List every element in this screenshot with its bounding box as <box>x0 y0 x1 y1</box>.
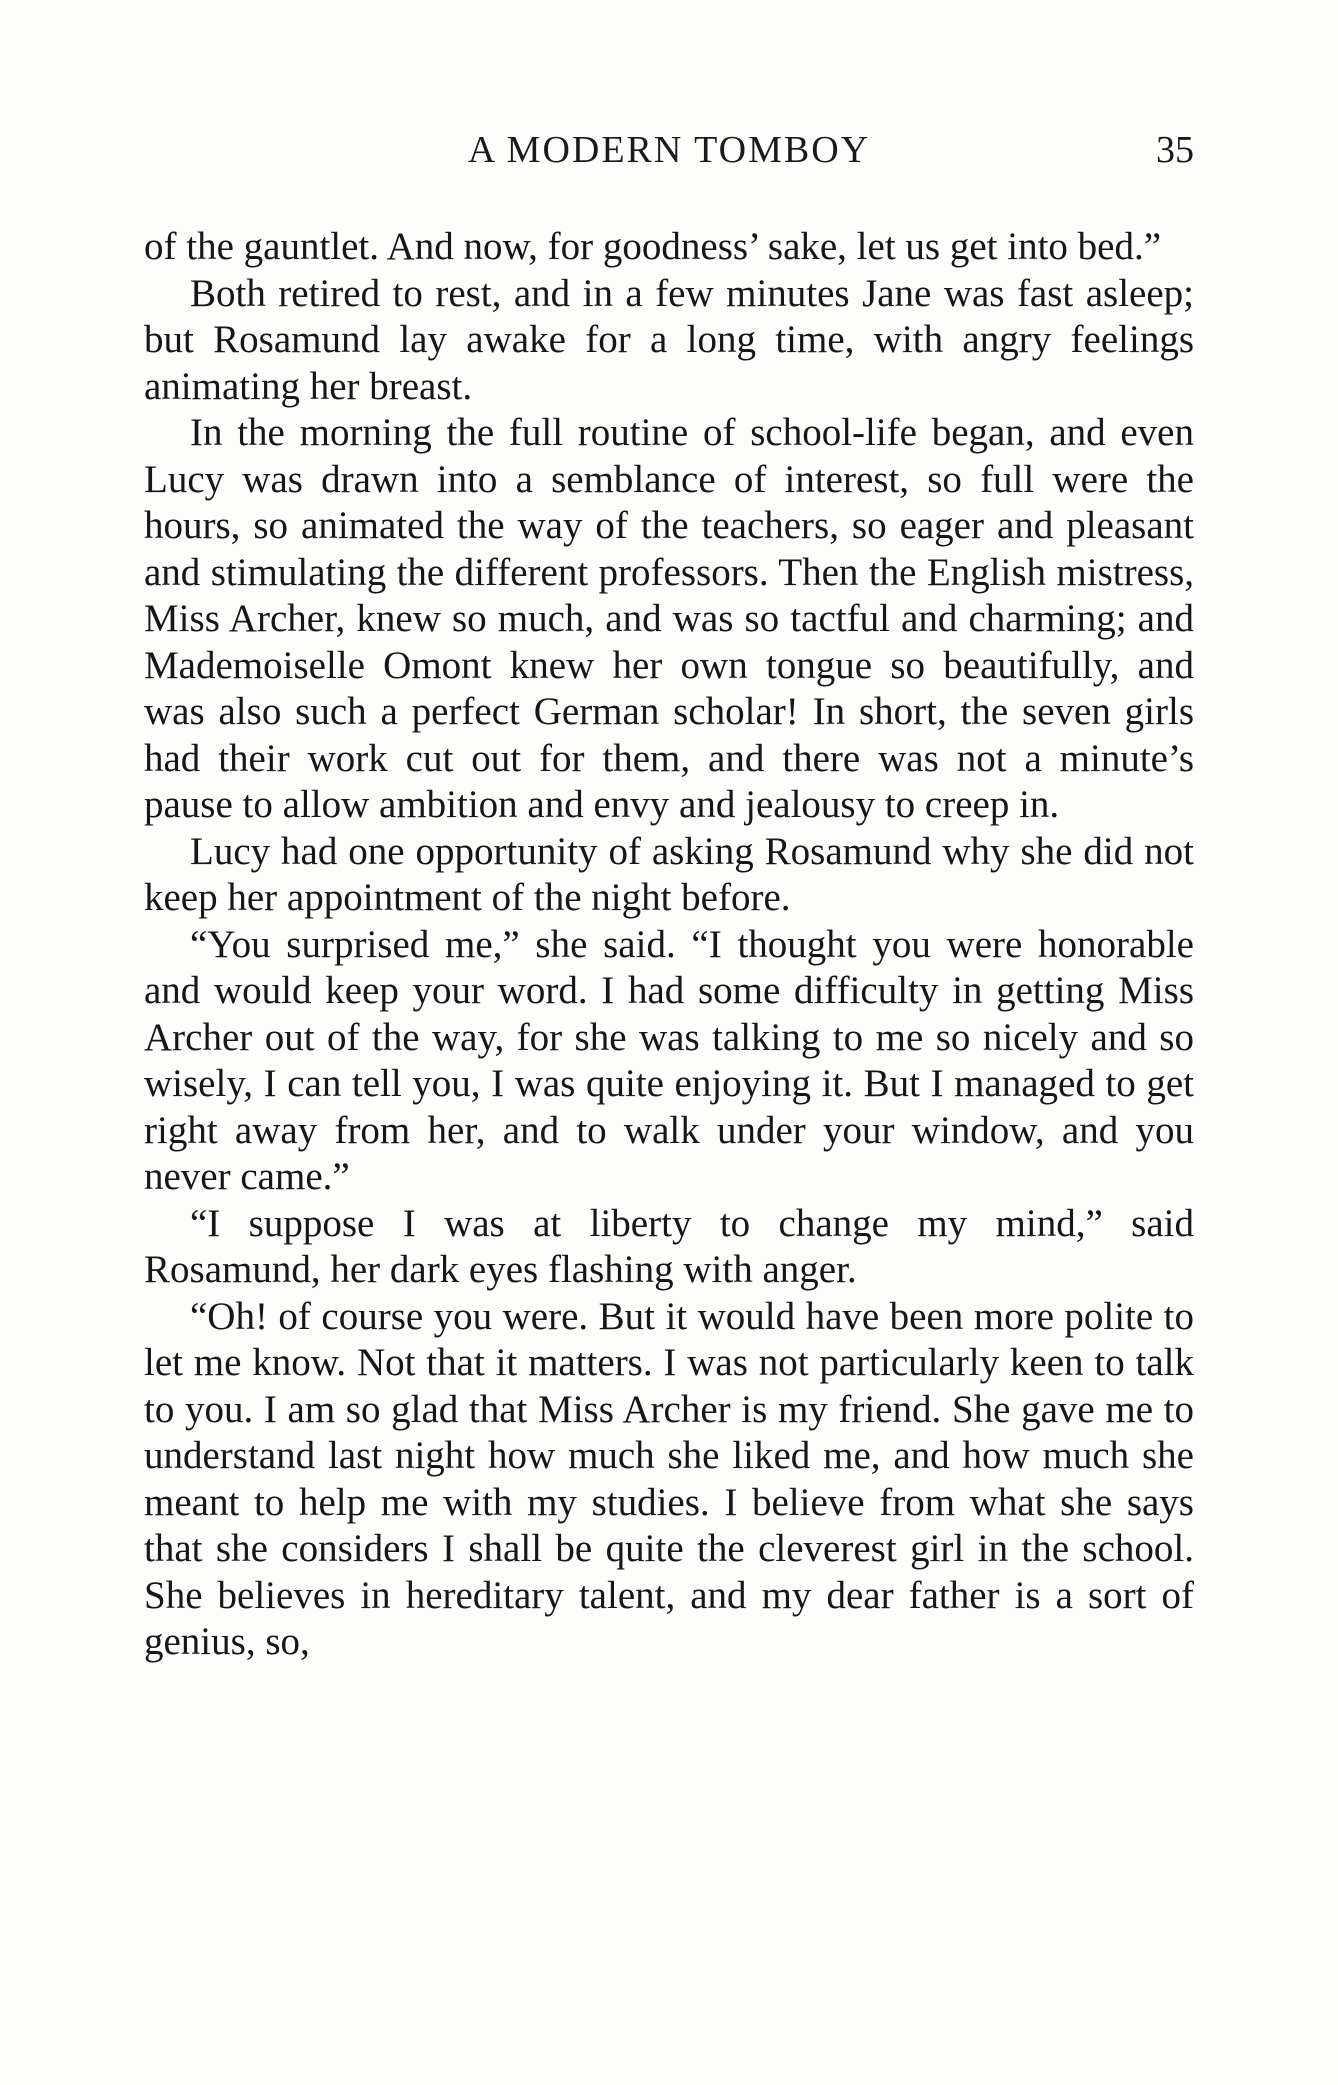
paragraph: Both retired to rest, and in a few minutes Jane was fast asleep; but Rosamund lay awake for a long time, with angry feelings animating her breast. <box>144 271 1194 408</box>
page-header <box>144 128 1194 178</box>
running-title: A MODERN TOMBOY <box>467 129 871 171</box>
paragraph: Lucy had one opportunity of asking Rosamund why she did not keep her appointment of the night before. <box>144 829 1194 919</box>
paragraph: “I suppose I was at liberty to change my mind,” said Rosamund, her dark eyes flashing with anger. <box>144 1201 1194 1291</box>
paragraph: “Oh! of course you were. But it would have been more polite to let me know. Not that it matters. I was not particularly keen to talk to you. I am so glad that Miss Archer is my friend. She gave me to understand last night how much she liked me, and how much she meant to help me with my studies. I believe from what she says that she considers I shall be quite the cleverest girl in the school. She believes in hereditary talent, and my dear father is a sort of genius, so, <box>144 1294 1194 1663</box>
paragraph-continuation: of the gauntlet. And now, for goodness’ sake, let us get into bed.” <box>144 225 1162 268</box>
paragraph: “You surprised me,” she said. “I thought you were honorable and would keep your word. I had some difficulty in getting Miss Archer out of the way, for she was talking to me so nicely and so wisely, I can tell you, I was quite enjoying it. But I managed to get right away from her, and to walk under your window, and you never came.” <box>144 922 1194 1198</box>
page-number: 35 <box>1156 129 1194 171</box>
paragraph: In the morning the full routine of school-life began, and even Lucy was drawn into a semblance of interest, so full were the hours, so animated the way of the teachers, so eager and pleasant and stimulating the different professors. Then the English mistress, Miss Archer, knew so much, and was so tactful and charming; and Mademoiselle Omont knew her own tongue so beautifully, and was also such a perfect German scholar! In short, the seven girls had their work cut out for them, and there was not a minute’s pause to allow ambition and envy and jealousy to creep in. <box>144 411 1194 826</box>
body-text <box>144 224 1194 1666</box>
